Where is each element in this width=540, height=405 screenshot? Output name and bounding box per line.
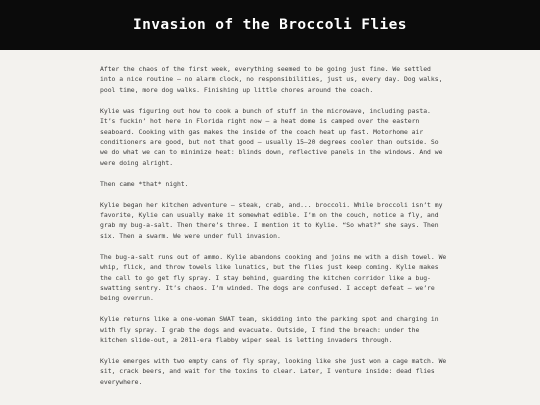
paragraph: Kylie began her kitchen adventure – steak, crab, and... broccoli. While broccoli isn’t my favorite, Kylie can usually make it somewhat edible. I’m on the couch, notice a fly, and grab my bug-a-salt. Then there’s three. I mention it to Kylie. “So what?” she says. Then six. Then a swarm. We were under full invasion. [100, 200, 443, 240]
paragraph: Kylie returns like a one-woman SWAT team, skidding into the parking spot and charging in with fly spray. I grab the dogs and evacuate. Outside, I find the breach: under the kitchen slide-out, a 2011-era flabby wiper seal is letting invaders through. [100, 315, 439, 345]
paragraph: Kylie emerges with two empty cans of fly spray, looking like she just won a cage match. We sit, crack beers, and wait for the toxins to clear. Later, I venture inside: dead flies everywhere. [100, 356, 447, 386]
paragraph: Then came *that* night. [100, 179, 189, 188]
article-body [100, 64, 450, 398]
page-title: Invasion of the Broccoli Flies [133, 17, 407, 33]
paragraph: After the chaos of the first week, everything seemed to be going just fine. We settled into a nice routine – no alarm clock, no responsibilities, just us, every day. Dog walks, pool time, more dog walks. Finishing up little chores around the coach. [100, 65, 443, 94]
paragraph: The bug-a-salt runs out of ammo. Kylie abandons cooking and joins me with a dish towel. We whip, flick, and throw towels like lunatics, but the flies just keep coming. Kylie makes the call to go get fly spray. I stay behind, guarding the kitchen corridor like a bug-swatting sentry. It’s chaos. I’m winded. The dogs are confused. I accept defeat – we’re being overrun. [100, 252, 447, 303]
page-header [0, 0, 540, 50]
paragraph: Kylie was figuring out how to cook a bunch of stuff in the microwave, including pasta. It’s fuckin’ hot here in Florida right now – a heat dome is camped over the eastern seaboard. Cooking with gas makes the inside of the coach heat up fast. Motorhome air conditioners are good, but not that good – usually 15–20 degrees cooler than outside. So we do what we can to minimize heat: blinds down, reflective panels in the windows. And we were doing alright. [100, 106, 443, 167]
